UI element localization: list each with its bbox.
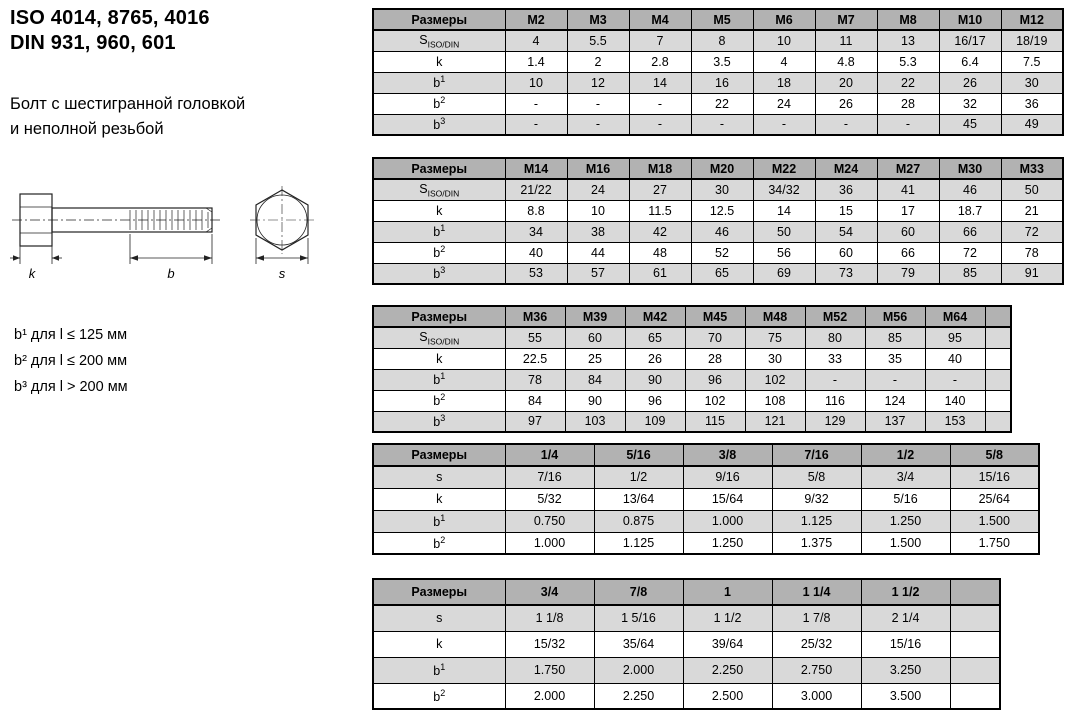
value-cell <box>985 390 1011 411</box>
table-row <box>373 390 1011 411</box>
value-cell: 44 <box>567 242 629 263</box>
value-cell: 6.4 <box>939 51 1001 72</box>
value-cell: 2 1/4 <box>861 605 950 631</box>
row-label: $b^2$ <box>373 532 505 554</box>
value-cell: 1.250 <box>861 510 950 532</box>
value-cell: 21/22 <box>505 179 567 200</box>
row-label: $b^1$ <box>373 72 505 93</box>
value-cell: 1.500 <box>950 510 1039 532</box>
value-cell: 2 <box>567 51 629 72</box>
dim-s-label: s <box>278 266 286 281</box>
left-info-panel <box>10 6 370 714</box>
size-column-header: M27 <box>877 158 939 179</box>
value-cell <box>985 327 1011 348</box>
value-cell: 9/32 <box>772 488 861 510</box>
value-cell: 36 <box>815 179 877 200</box>
value-cell: 21 <box>1001 200 1063 221</box>
value-cell: 70 <box>685 327 745 348</box>
value-cell: 95 <box>925 327 985 348</box>
value-cell: 56 <box>753 242 815 263</box>
value-cell: 102 <box>745 369 805 390</box>
value-cell: 140 <box>925 390 985 411</box>
value-cell: 8 <box>691 30 753 51</box>
value-cell: 2.250 <box>594 683 683 709</box>
size-column-header: M3 <box>567 9 629 30</box>
row-label: k <box>373 488 505 510</box>
value-cell: 28 <box>685 348 745 369</box>
row-label: k <box>373 631 505 657</box>
value-cell: 0.875 <box>594 510 683 532</box>
value-cell: 40 <box>925 348 985 369</box>
value-cell: 1.000 <box>683 510 772 532</box>
value-cell: 28 <box>877 93 939 114</box>
value-cell: 1.750 <box>505 657 594 683</box>
value-cell <box>950 605 1000 631</box>
size-column-header: 5/16 <box>594 444 683 466</box>
value-cell: 97 <box>505 411 565 432</box>
size-column-header: M30 <box>939 158 1001 179</box>
value-cell <box>985 411 1011 432</box>
size-column-header <box>950 579 1000 605</box>
value-cell: 40 <box>505 242 567 263</box>
value-cell: 60 <box>815 242 877 263</box>
value-cell: 1.000 <box>505 532 594 554</box>
size-column-header: M14 <box>505 158 567 179</box>
value-cell: 30 <box>745 348 805 369</box>
value-cell: - <box>925 369 985 390</box>
value-cell: 41 <box>877 179 939 200</box>
value-cell: 2.000 <box>594 657 683 683</box>
bolt-technical-drawing <box>10 186 350 298</box>
size-column-header <box>985 306 1011 327</box>
size-column-header: M10 <box>939 9 1001 30</box>
value-cell <box>950 631 1000 657</box>
value-cell: 18.7 <box>939 200 1001 221</box>
row-label: $b^2$ <box>373 683 505 709</box>
value-cell: 115 <box>685 411 745 432</box>
value-cell: 7.5 <box>1001 51 1063 72</box>
value-cell: 78 <box>1001 242 1063 263</box>
value-cell: 39/64 <box>683 631 772 657</box>
size-column-header: 1 <box>683 579 772 605</box>
value-cell: 5/32 <box>505 488 594 510</box>
value-cell: 2.250 <box>683 657 772 683</box>
table-row <box>373 93 1063 114</box>
value-cell: - <box>753 114 815 135</box>
row-label: $S_{ISO/DIN}$ <box>373 30 505 51</box>
size-column-header: M48 <box>745 306 805 327</box>
value-cell: 9/16 <box>683 466 772 488</box>
value-cell: 103 <box>565 411 625 432</box>
iso-standards-title: ISO 4014, 8765, 4016 <box>10 7 210 29</box>
value-cell: 60 <box>877 221 939 242</box>
row-label: $b^1$ <box>373 657 505 683</box>
sizes-column-title: Размеры <box>373 444 505 466</box>
size-column-header: M6 <box>753 9 815 30</box>
value-cell: 10 <box>753 30 815 51</box>
size-column-header: M20 <box>691 158 753 179</box>
value-cell <box>985 348 1011 369</box>
value-cell: 60 <box>565 327 625 348</box>
value-cell: 16 <box>691 72 753 93</box>
table-row <box>373 72 1063 93</box>
value-cell: 16/17 <box>939 30 1001 51</box>
value-cell: 14 <box>629 72 691 93</box>
dim-k-label: k <box>28 266 36 281</box>
value-cell: 116 <box>805 390 865 411</box>
size-column-header: 3/4 <box>505 579 594 605</box>
value-cell: 1.500 <box>861 532 950 554</box>
value-cell: 84 <box>565 369 625 390</box>
size-column-header: 5/8 <box>950 444 1039 466</box>
value-cell: 153 <box>925 411 985 432</box>
product-description-line2: и неполной резьбой <box>10 120 164 138</box>
value-cell: 36 <box>1001 93 1063 114</box>
value-cell: 22 <box>691 93 753 114</box>
value-cell: 79 <box>877 263 939 284</box>
metric-table-m14-m33 <box>372 157 1064 285</box>
sizes-column-title: Размеры <box>373 579 505 605</box>
value-cell: 18 <box>753 72 815 93</box>
value-cell: 65 <box>625 327 685 348</box>
value-cell: 52 <box>691 242 753 263</box>
size-column-header: M16 <box>567 158 629 179</box>
value-cell: 57 <box>567 263 629 284</box>
value-cell: 1/2 <box>594 466 683 488</box>
value-cell: 30 <box>691 179 753 200</box>
value-cell <box>985 369 1011 390</box>
value-cell: 24 <box>567 179 629 200</box>
table-row <box>373 221 1063 242</box>
value-cell <box>950 657 1000 683</box>
value-cell: 17 <box>877 200 939 221</box>
product-description <box>10 92 245 142</box>
value-cell: 42 <box>629 221 691 242</box>
value-cell: 0.750 <box>505 510 594 532</box>
value-cell <box>950 683 1000 709</box>
note-b2: b² для l ≤ 200 мм <box>14 353 128 369</box>
value-cell: 90 <box>565 390 625 411</box>
value-cell: 1.125 <box>594 532 683 554</box>
value-cell: - <box>567 114 629 135</box>
value-cell: 34 <box>505 221 567 242</box>
hex-end-view <box>250 186 314 254</box>
value-cell: 1.4 <box>505 51 567 72</box>
size-column-header: M56 <box>865 306 925 327</box>
value-cell: 72 <box>1001 221 1063 242</box>
row-label: s <box>373 466 505 488</box>
size-column-header: M24 <box>815 158 877 179</box>
value-cell: 72 <box>939 242 1001 263</box>
row-label: k <box>373 200 505 221</box>
value-cell: 11 <box>815 30 877 51</box>
value-cell: 50 <box>1001 179 1063 200</box>
size-column-header: 1/2 <box>861 444 950 466</box>
table-row <box>373 466 1039 488</box>
sizes-column-title: Размеры <box>373 158 505 179</box>
value-cell: 4 <box>505 30 567 51</box>
value-cell: 61 <box>629 263 691 284</box>
row-label: $b^1$ <box>373 510 505 532</box>
table-row <box>373 631 1000 657</box>
value-cell: 18/19 <box>1001 30 1063 51</box>
value-cell: 55 <box>505 327 565 348</box>
row-label: $b^3$ <box>373 263 505 284</box>
value-cell: 3.000 <box>772 683 861 709</box>
table-row <box>373 411 1011 432</box>
table-row <box>373 348 1011 369</box>
row-label: $b^2$ <box>373 242 505 263</box>
value-cell: 65 <box>691 263 753 284</box>
value-cell: 34/32 <box>753 179 815 200</box>
row-label: $b^2$ <box>373 93 505 114</box>
row-label: $b^3$ <box>373 411 505 432</box>
dimension-b <box>130 234 212 264</box>
value-cell: 96 <box>685 369 745 390</box>
value-cell: 33 <box>805 348 865 369</box>
size-column-header: M39 <box>565 306 625 327</box>
table-row <box>373 30 1063 51</box>
value-cell: 22 <box>877 72 939 93</box>
size-column-header: M2 <box>505 9 567 30</box>
value-cell: 80 <box>805 327 865 348</box>
size-column-header: M12 <box>1001 9 1063 30</box>
value-cell: 2.8 <box>629 51 691 72</box>
table-row <box>373 200 1063 221</box>
value-cell: 50 <box>753 221 815 242</box>
value-cell: 1.750 <box>950 532 1039 554</box>
table-row <box>373 683 1000 709</box>
value-cell: 54 <box>815 221 877 242</box>
thread-length-notes <box>14 322 128 400</box>
value-cell: 137 <box>865 411 925 432</box>
value-cell: 15/16 <box>861 631 950 657</box>
table-row <box>373 488 1039 510</box>
value-cell: 15/32 <box>505 631 594 657</box>
metric-table-m36-m64 <box>372 305 1012 433</box>
value-cell: 12 <box>567 72 629 93</box>
value-cell: - <box>567 93 629 114</box>
size-column-header: 3/8 <box>683 444 772 466</box>
value-cell: 10 <box>505 72 567 93</box>
row-label: s <box>373 605 505 631</box>
din-standards-title: DIN 931, 960, 601 <box>10 32 176 54</box>
value-cell: 49 <box>1001 114 1063 135</box>
value-cell: 75 <box>745 327 805 348</box>
value-cell: 26 <box>939 72 1001 93</box>
row-label: $b^2$ <box>373 390 505 411</box>
value-cell: 38 <box>567 221 629 242</box>
size-column-header: 1/4 <box>505 444 594 466</box>
value-cell: 78 <box>505 369 565 390</box>
size-column-header: M4 <box>629 9 691 30</box>
value-cell: 1.250 <box>683 532 772 554</box>
row-label: $b^1$ <box>373 221 505 242</box>
value-cell: 7 <box>629 30 691 51</box>
value-cell: 35 <box>865 348 925 369</box>
table-row <box>373 179 1063 200</box>
table-row <box>373 510 1039 532</box>
value-cell: - <box>805 369 865 390</box>
value-cell: - <box>505 114 567 135</box>
table-row <box>373 532 1039 554</box>
value-cell: 26 <box>625 348 685 369</box>
value-cell: 3.250 <box>861 657 950 683</box>
table-row <box>373 114 1063 135</box>
size-column-header: M7 <box>815 9 877 30</box>
value-cell: 3.500 <box>861 683 950 709</box>
value-cell: 15 <box>815 200 877 221</box>
value-cell: 25 <box>565 348 625 369</box>
value-cell: 2.000 <box>505 683 594 709</box>
value-cell: 1.125 <box>772 510 861 532</box>
value-cell: 85 <box>939 263 1001 284</box>
value-cell: 2.500 <box>683 683 772 709</box>
value-cell: 5/16 <box>861 488 950 510</box>
value-cell: - <box>629 114 691 135</box>
value-cell: 8.8 <box>505 200 567 221</box>
size-column-header: M18 <box>629 158 691 179</box>
size-column-header: 1 1/2 <box>861 579 950 605</box>
row-label: $b^1$ <box>373 369 505 390</box>
value-cell: 46 <box>939 179 1001 200</box>
value-cell: 1.375 <box>772 532 861 554</box>
value-cell: - <box>629 93 691 114</box>
value-cell: 24 <box>753 93 815 114</box>
value-cell: 66 <box>877 242 939 263</box>
value-cell: 5/8 <box>772 466 861 488</box>
dimension-tables-area <box>372 0 1067 720</box>
size-column-header: M22 <box>753 158 815 179</box>
size-column-header: 7/16 <box>772 444 861 466</box>
value-cell: 96 <box>625 390 685 411</box>
value-cell: 3/4 <box>861 466 950 488</box>
value-cell: 1 1/2 <box>683 605 772 631</box>
value-cell: 4.8 <box>815 51 877 72</box>
value-cell: 84 <box>505 390 565 411</box>
size-column-header: M64 <box>925 306 985 327</box>
value-cell: 12.5 <box>691 200 753 221</box>
value-cell: 1 5/16 <box>594 605 683 631</box>
size-column-header: M36 <box>505 306 565 327</box>
table-row <box>373 605 1000 631</box>
value-cell: 102 <box>685 390 745 411</box>
value-cell: 15/64 <box>683 488 772 510</box>
size-column-header: 7/8 <box>594 579 683 605</box>
table-row <box>373 51 1063 72</box>
note-b3: b³ для l > 200 мм <box>14 379 128 395</box>
value-cell: 13/64 <box>594 488 683 510</box>
value-cell: 4 <box>753 51 815 72</box>
value-cell: 124 <box>865 390 925 411</box>
note-b1: b¹ для l ≤ 125 мм <box>14 327 128 343</box>
value-cell: 30 <box>1001 72 1063 93</box>
value-cell: 46 <box>691 221 753 242</box>
size-column-header: M42 <box>625 306 685 327</box>
value-cell: 5.5 <box>567 30 629 51</box>
row-label: k <box>373 51 505 72</box>
table-row <box>373 327 1011 348</box>
row-label: $S_{ISO/DIN}$ <box>373 179 505 200</box>
value-cell: 121 <box>745 411 805 432</box>
table-row <box>373 657 1000 683</box>
value-cell: - <box>865 369 925 390</box>
size-column-header: M5 <box>691 9 753 30</box>
value-cell: 1 1/8 <box>505 605 594 631</box>
size-column-header: M52 <box>805 306 865 327</box>
value-cell: - <box>505 93 567 114</box>
value-cell: 22.5 <box>505 348 565 369</box>
value-cell: 32 <box>939 93 1001 114</box>
row-label: k <box>373 348 505 369</box>
value-cell: 73 <box>815 263 877 284</box>
value-cell: 85 <box>865 327 925 348</box>
value-cell: - <box>815 114 877 135</box>
value-cell: 11.5 <box>629 200 691 221</box>
value-cell: 27 <box>629 179 691 200</box>
value-cell: 66 <box>939 221 1001 242</box>
dim-b-label: b <box>167 266 175 281</box>
value-cell: 53 <box>505 263 567 284</box>
value-cell: 5.3 <box>877 51 939 72</box>
value-cell: 48 <box>629 242 691 263</box>
value-cell: 25/64 <box>950 488 1039 510</box>
value-cell: 69 <box>753 263 815 284</box>
value-cell: 10 <box>567 200 629 221</box>
value-cell: 14 <box>753 200 815 221</box>
value-cell: - <box>877 114 939 135</box>
value-cell: - <box>691 114 753 135</box>
value-cell: 108 <box>745 390 805 411</box>
size-column-header: M33 <box>1001 158 1063 179</box>
value-cell: 45 <box>939 114 1001 135</box>
value-cell: 109 <box>625 411 685 432</box>
table-row <box>373 242 1063 263</box>
value-cell: 90 <box>625 369 685 390</box>
sizes-column-title: Размеры <box>373 306 505 327</box>
size-column-header: M45 <box>685 306 745 327</box>
value-cell: 2.750 <box>772 657 861 683</box>
value-cell: 7/16 <box>505 466 594 488</box>
size-column-header: 1 1/4 <box>772 579 861 605</box>
product-description-line1: Болт с шестигранной головкой <box>10 95 246 113</box>
value-cell: 26 <box>815 93 877 114</box>
value-cell: 129 <box>805 411 865 432</box>
size-column-header: M8 <box>877 9 939 30</box>
value-cell: 25/32 <box>772 631 861 657</box>
metric-table-m2-m12 <box>372 8 1064 136</box>
value-cell: 13 <box>877 30 939 51</box>
inch-table-1-4-to-5-8 <box>372 443 1040 555</box>
inch-table-3-4-to-1-1-2 <box>372 578 1001 710</box>
table-row <box>373 369 1011 390</box>
value-cell: 91 <box>1001 263 1063 284</box>
value-cell: 20 <box>815 72 877 93</box>
value-cell: 1 7/8 <box>772 605 861 631</box>
value-cell: 35/64 <box>594 631 683 657</box>
sizes-column-title: Размеры <box>373 9 505 30</box>
table-row <box>373 263 1063 284</box>
value-cell: 3.5 <box>691 51 753 72</box>
row-label: $b^3$ <box>373 114 505 135</box>
value-cell: 15/16 <box>950 466 1039 488</box>
row-label: $S_{ISO/DIN}$ <box>373 327 505 348</box>
dimension-k <box>10 246 62 264</box>
